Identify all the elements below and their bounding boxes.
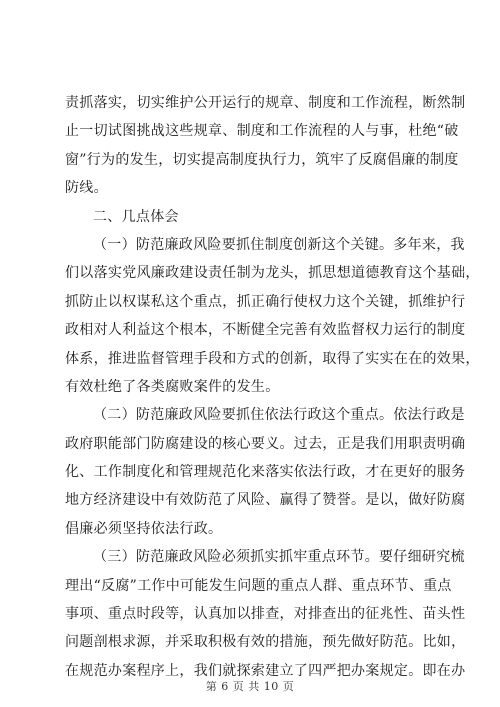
text-line: 政府职能部门防腐建设的核心要义。过去，正是我们用职责明确 xyxy=(65,435,466,452)
text-line: 防线。 xyxy=(65,180,108,197)
text-line: 倡廉必须坚持依法行政。 xyxy=(65,520,223,537)
text-line: （三）防范廉政风险必须抓实抓牢重点环节。要仔细研究梳 xyxy=(93,549,465,566)
text-line: 责抓落实，切实维护公开运行的规章、制度和工作流程，断然制 xyxy=(65,95,466,111)
text-line: （二）防范廉政风险要抓住依法行政这个重点。依法行政是 xyxy=(93,407,465,424)
text-line: 抓防止以权谋私这个重点，抓正确行使权力这个关键，抓维护行 xyxy=(65,293,466,310)
text-line: 二、几点体会 xyxy=(93,208,179,225)
text-line: 止一切试图挑战这些规章、制度和工作流程的人与事，杜绝“破 xyxy=(65,123,459,140)
text-line: 化、工作制度化和管理规范化来落实依法行政，才在更好的服务 xyxy=(65,464,466,481)
text-line: 体系，推进监督管理手段和方式的创新，取得了实实在在的效果， xyxy=(65,350,480,367)
text-line: 问题剖根求源，并采取积极有效的措施，预先做好防范。比如， xyxy=(65,634,466,651)
text-line: 有效杜绝了各类腐败案件的发生。 xyxy=(65,378,280,395)
text-line: 理出“反腐”工作中可能发生问题的重点人群、重点环节、重点 xyxy=(65,577,452,594)
text-line: 事项、重点时段等，认真加以排查，对排查出的征兆性、苗头性 xyxy=(65,606,466,623)
text-line: 政相对人利益这个根本，不断健全完善有效监督权力运行的制度 xyxy=(65,322,466,339)
page-footer: 第 6 页 共 10 页 xyxy=(205,680,295,693)
text-line: 地方经济建设中有效防范了风险、赢得了赞誉。是以，做好防腐 xyxy=(65,492,466,509)
text-line: （一）防范廉政风险要抓住制度创新这个关键。多年来，我 xyxy=(93,236,465,253)
text-line: 在规范办案程序上，我们就探索建立了四严把办案规定。即在办 xyxy=(65,662,466,679)
text-line: 窗”行为的发生，切实提高制度执行力，筑牢了反腐倡廉的制度 xyxy=(65,151,459,168)
body-text xyxy=(65,89,480,685)
text-line: 们以落实党风廉政建设责任制为龙头，抓思想道德教育这个基础， xyxy=(65,265,480,282)
